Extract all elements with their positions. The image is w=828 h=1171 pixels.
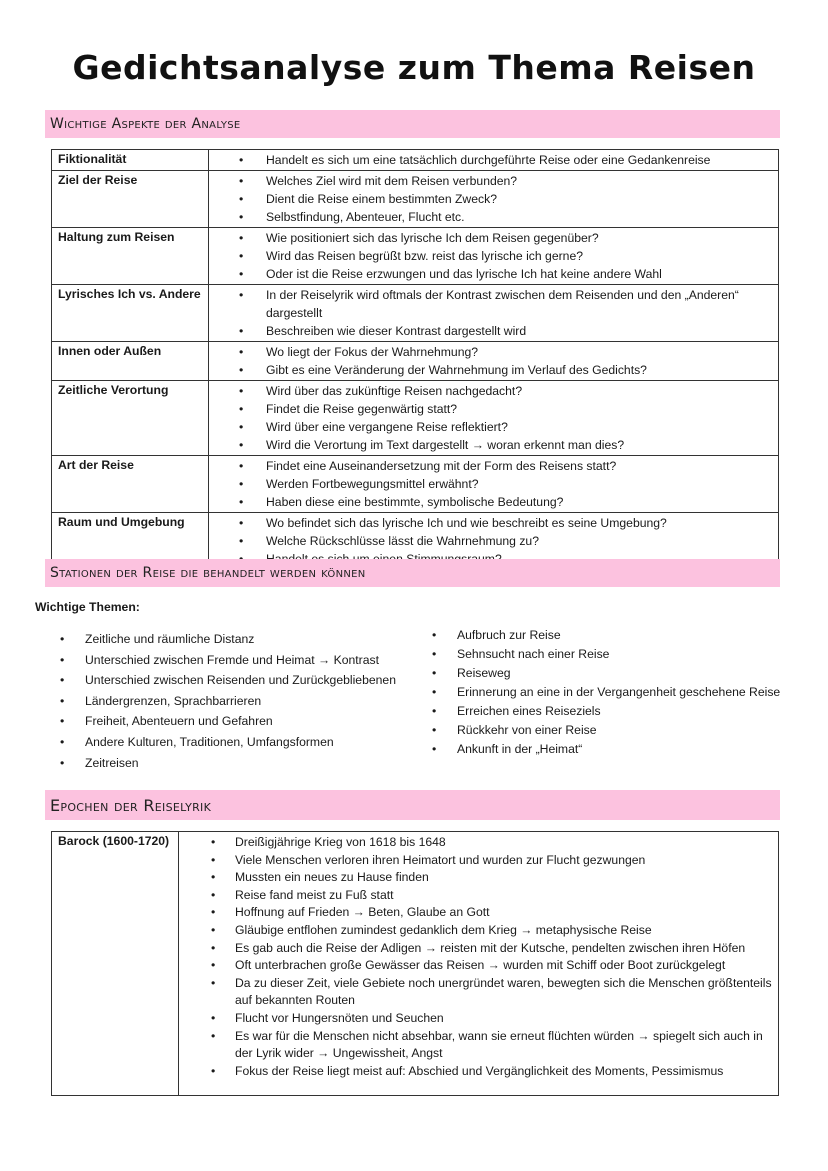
bullet-list <box>209 343 774 379</box>
list-item: • Welche Rückschlüsse lässt die Wahrnehmung zu? <box>209 532 774 550</box>
list-item: • Wird die Verortung im Text dargestellt → woran erkennt man dies? <box>209 436 774 454</box>
row-content <box>209 456 779 513</box>
list-item: • Selbstfindung, Abenteuer, Flucht etc. <box>209 208 774 226</box>
bullet-list <box>209 229 774 283</box>
row-label: Lyrisches Ich vs. Andere <box>52 285 209 342</box>
table-row <box>52 342 779 381</box>
themes-list-right <box>430 626 780 759</box>
list-item: • Ländergrenzen, Sprachbarrieren <box>58 691 396 712</box>
row-content <box>209 285 779 342</box>
list-item: • Wie positioniert sich das lyrische Ich dem Reisen gegenüber? <box>209 229 774 247</box>
list-item: • Erinnerung an eine in der Vergangenheit geschehene Reise <box>430 683 780 702</box>
table-row <box>52 456 779 513</box>
row-content <box>209 171 779 228</box>
list-item: • Andere Kulturen, Traditionen, Umfangsformen <box>58 732 396 753</box>
table-row <box>52 171 779 228</box>
bullet-list <box>209 172 774 226</box>
list-item: • Gläubige entflohen zumindest gedanklich dem Krieg → metaphysische Reise <box>179 922 774 940</box>
row-label: Zeitliche Verortung <box>52 381 209 456</box>
row-content <box>209 150 779 171</box>
list-item: • Da zu dieser Zeit, viele Gebiete noch unergründet waren, bewegten sich die Menschen größtenteils auf bekannten Routen <box>179 975 774 1010</box>
bullet-list <box>209 151 774 169</box>
table-row <box>52 150 779 171</box>
list-item: • Wird das Reisen begrüßt bzw. reist das lyrische ich gerne? <box>209 247 774 265</box>
list-item: • Oder ist die Reise erzwungen und das lyrische Ich hat keine andere Wahl <box>209 265 774 283</box>
list-item: • Dient die Reise einem bestimmten Zweck? <box>209 190 774 208</box>
list-item: • Es gab auch die Reise der Adligen → reisten mit der Kutsche, pendelten zwischen ihren Höfen <box>179 940 774 958</box>
bullet-list <box>209 457 774 511</box>
list-item: • In der Reiselyrik wird oftmals der Kontrast zwischen dem Reisenden und den „Anderen“ dargestellt <box>209 286 774 322</box>
list-item: • Welches Ziel wird mit dem Reisen verbunden? <box>209 172 774 190</box>
list-item: • Hoffnung auf Frieden → Beten, Glaube an Gott <box>179 904 774 922</box>
bullet-list <box>209 286 774 340</box>
table-row <box>52 228 779 285</box>
row-content <box>209 342 779 381</box>
list-item: • Handelt es sich um eine tatsächlich durchgeführte Reise oder eine Gedankenreise <box>209 151 774 169</box>
epoch-content <box>179 832 779 1096</box>
section-banner-aspects <box>45 110 780 138</box>
section-title: Stationen der Reise die behandelt werden können <box>50 565 366 581</box>
page-title: Gedichtsanalyse zum Thema Reisen <box>72 48 756 87</box>
list-item: • Oft unterbrachen große Gewässer das Reisen → wurden mit Schiff oder Boot zurückgelegt <box>179 957 774 975</box>
list-item: • Viele Menschen verloren ihren Heimatort und wurden zur Flucht gezwungen <box>179 852 774 870</box>
list-item: • Es war für die Menschen nicht absehbar, wann sie erneut flüchten würden → spiegelt sich auch in der Lyrik wider → Ungewissheit, Angst <box>179 1028 774 1063</box>
table-row <box>52 381 779 456</box>
row-label: Fiktionalität <box>52 150 209 171</box>
list-item: • Reiseweg <box>430 664 780 683</box>
list-item: • Reise fand meist zu Fuß statt <box>179 887 774 905</box>
list-item: • Zeitreisen <box>58 753 396 774</box>
aspects-table <box>51 149 779 570</box>
table-row <box>52 285 779 342</box>
row-label: Haltung zum Reisen <box>52 228 209 285</box>
row-content <box>209 381 779 456</box>
section-title: Epochen der Reiselyrik <box>50 795 212 815</box>
row-label: Art der Reise <box>52 456 209 513</box>
list-item: • Unterschied zwischen Fremde und Heimat → Kontrast <box>58 650 396 671</box>
list-item: • Dreißigjährige Krieg von 1618 bis 1648 <box>179 834 774 852</box>
row-label: Raum und Umgebung <box>52 513 209 570</box>
list-item: • Wo befindet sich das lyrische Ich und wie beschreibt es seine Umgebung? <box>209 514 774 532</box>
list-item: • Freiheit, Abenteuern und Gefahren <box>58 711 396 732</box>
list-item: • Haben diese eine bestimmte, symbolische Bedeutung? <box>209 493 774 511</box>
section-banner-stations <box>45 559 780 587</box>
row-content <box>209 228 779 285</box>
list-item: • Fokus der Reise liegt meist auf: Abschied und Vergänglichkeit des Moments, Pessimismus <box>179 1063 774 1081</box>
list-item: • Ankunft in der „Heimat“ <box>430 740 780 759</box>
list-item: • Wird über eine vergangene Reise reflektiert? <box>209 418 774 436</box>
section-title: Wichtige Aspekte der Analyse <box>50 116 241 132</box>
themes-list-left <box>58 629 396 773</box>
list-item: • Erreichen eines Reiseziels <box>430 702 780 721</box>
list-item: • Flucht vor Hungersnöten und Seuchen <box>179 1010 774 1028</box>
row-label: Ziel der Reise <box>52 171 209 228</box>
list-item: • Gibt es eine Veränderung der Wahrnehmung im Verlauf des Gedichts? <box>209 361 774 379</box>
row-label: Innen oder Außen <box>52 342 209 381</box>
section-banner-epochs <box>45 790 780 820</box>
list-item: • Zeitliche und räumliche Distanz <box>58 629 396 650</box>
bullet-list <box>209 382 774 454</box>
table-row <box>52 832 779 1096</box>
list-item: • Rückkehr von einer Reise <box>430 721 780 740</box>
list-item: • Findet die Reise gegenwärtig statt? <box>209 400 774 418</box>
list-item: • Unterschied zwischen Reisenden und Zurückgebliebenen <box>58 670 396 691</box>
list-item: • Werden Fortbewegungsmittel erwähnt? <box>209 475 774 493</box>
themes-heading: Wichtige Themen: <box>35 600 140 614</box>
list-item: • Wird über das zukünftige Reisen nachgedacht? <box>209 382 774 400</box>
epoch-label: Barock (1600-1720) <box>52 832 179 1096</box>
epochs-table <box>51 831 779 1096</box>
list-item: • Aufbruch zur Reise <box>430 626 780 645</box>
list-item: • Sehnsucht nach einer Reise <box>430 645 780 664</box>
list-item: • Wo liegt der Fokus der Wahrnehmung? <box>209 343 774 361</box>
epoch-list <box>179 834 774 1080</box>
list-item: • Beschreiben wie dieser Kontrast dargestellt wird <box>209 322 774 340</box>
list-item: • Mussten ein neues zu Hause finden <box>179 869 774 887</box>
list-item: • Findet eine Auseinandersetzung mit der Form des Reisens statt? <box>209 457 774 475</box>
